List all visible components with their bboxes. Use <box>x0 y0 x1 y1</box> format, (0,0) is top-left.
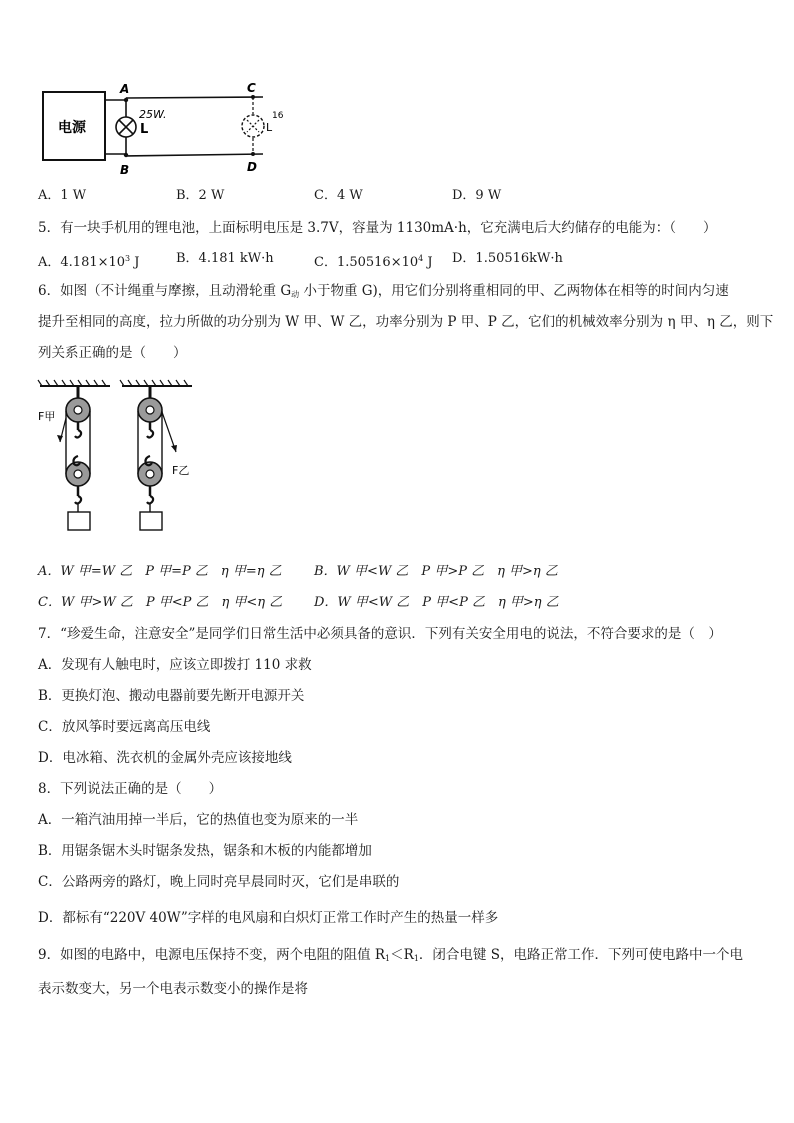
q6-stem-line1: 6．如图（不计绳重与摩擦，且动滑轮重 $G_动$ 小于物重 G)，用它们分别将重相同的甲、乙两物体在相等的时间内匀速 <box>38 283 729 299</box>
q4-option-b: B．2 W <box>176 188 225 203</box>
q9-stem-line2: 表示数变大，另一个电表示数变小的操作是将 <box>38 981 308 997</box>
node-c-label: C <box>247 81 256 95</box>
q4-option-c: C．4 W <box>314 188 363 203</box>
q4-option-a: A．1 W <box>38 188 87 203</box>
q9-stem-line1: 9．如图的电路中，电源电压保持不变，两个电阻的阻值 $R_1<R_1$．闭合电键 S，电路正常工作．下列可使电路中一个电 <box>38 947 743 963</box>
ceiling-right <box>120 380 192 386</box>
q7-option-d: D．电冰箱、洗衣机的金属外壳应该接地线 <box>38 750 292 766</box>
q6-stem-line3: 列关系正确的是（ ） <box>38 345 187 361</box>
q7-stem: 7．“珍爱生命，注意安全”是同学们日常生活中必须具备的意识．下列有关安全用电的说法，不符合要求的是（ ） <box>38 626 722 642</box>
q4-option-d: D．9 W <box>452 188 502 203</box>
force-label-left: F甲 <box>38 410 56 423</box>
q5-option-a: A．$4.181\times 10^3$ J <box>38 254 140 270</box>
q6-option-c: C．W 甲>W 乙 P 甲<P 乙 η 甲<η 乙 <box>38 595 283 610</box>
q5-option-d: D．1.50516kW·h <box>452 251 563 266</box>
q5-option-c: C．$1.50516\times 10^4$ J <box>314 254 433 270</box>
q8-option-b: B．用锯条锯木头时锯条发热，锯条和木板的内能都增加 <box>38 843 372 859</box>
dashed-lamp-icon <box>242 115 264 137</box>
lamp2-label: L <box>266 121 273 134</box>
pulley-system-right <box>138 386 177 530</box>
q6-option-a: A．W 甲=W 乙 P 甲=P 乙 η 甲=η 乙 <box>38 564 282 579</box>
power-source-label: 电源 <box>58 120 86 136</box>
lamp-power-note: 25W. <box>139 108 167 121</box>
q5-option-b: B．4.181 kW·h <box>176 251 274 266</box>
node-d-label: D <box>247 160 257 174</box>
q6-option-b: B．W 甲<W 乙 P 甲>P 乙 η 甲>η 乙 <box>314 564 558 579</box>
q7-option-b: B．更换灯泡、搬动电器前要先断开电源开关 <box>38 688 305 704</box>
lamp-icon <box>116 117 136 137</box>
q7-option-a: A．发现有人触电时，应该立即拨打 110 求救 <box>38 657 312 673</box>
ceiling-left <box>38 380 110 386</box>
q8-stem: 8．下列说法正确的是（ ） <box>38 781 223 797</box>
lamp-label: L <box>140 122 149 137</box>
q6-stem-line2: 提升至相同的高度，拉力所做的功分别为 W 甲、W 乙，功率分别为 P 甲、P 乙，它们的机械效率分别为 η 甲、η 乙，则下 <box>38 314 774 330</box>
q8-option-d: D．都标有“220V 40W”字样的电风扇和白炽灯正常工作时产生的热量一样多 <box>38 910 499 926</box>
q7-option-c: C．放风筝时要远离高压电线 <box>38 719 211 735</box>
force-label-right: F乙 <box>172 464 190 477</box>
lamp2-note: 16 <box>272 111 284 121</box>
node-a-label: A <box>120 82 130 96</box>
pulley-diagram <box>36 378 206 546</box>
circuit-diagram <box>38 80 298 180</box>
node-b-label: B <box>120 163 130 177</box>
pulley-system-left <box>57 386 90 530</box>
q5-stem: 5．有一块手机用的锂电池，上面标明电压是 3.7V，容量为 1130mA·h，它充满电后大约储存的电能为：（ ） <box>38 220 717 236</box>
q8-option-c: C．公路两旁的路灯，晚上同时亮早晨同时灭，它们是串联的 <box>38 874 400 890</box>
q8-option-a: A．一箱汽油用掉一半后，它的热值也变为原来的一半 <box>38 812 359 828</box>
q6-option-d: D．W 甲<W 乙 P 甲<P 乙 η 甲>η 乙 <box>314 595 559 610</box>
